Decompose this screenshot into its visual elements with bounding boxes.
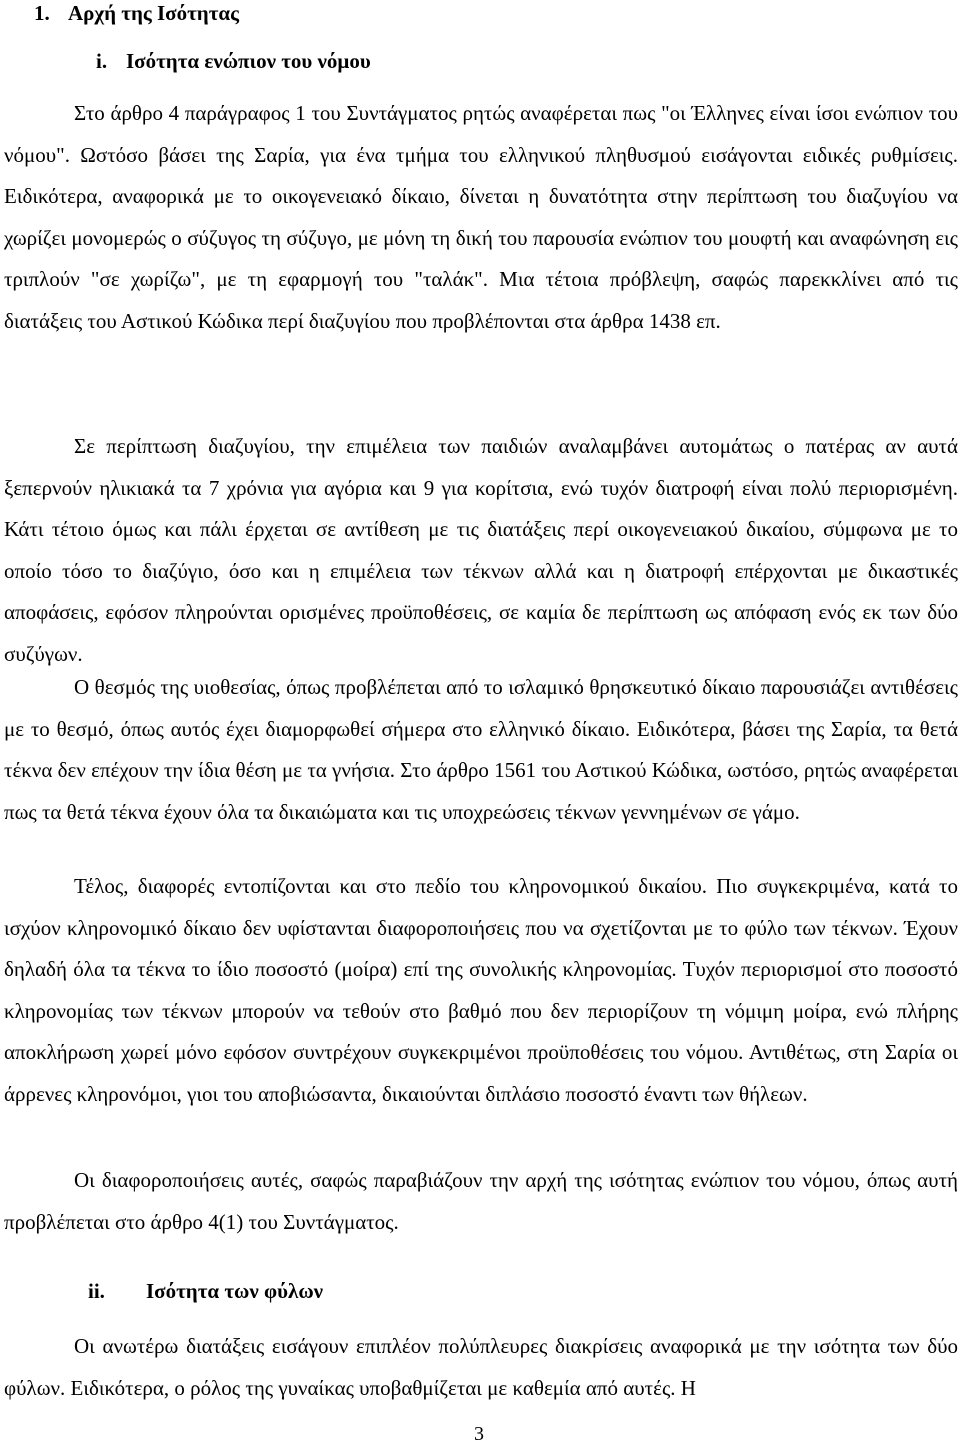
paragraph-6: Οι ανωτέρω διατάξεις εισάγουν επιπλέον πολύπλευρες διακρίσεις αναφορικά με την ισότητα των δύο φύλων. Ειδικότερα, ο ρόλος της γυναίκας υποβαθμίζεται με καθεμία από αυτές. Η bbox=[4, 1334, 958, 1400]
section-ii-title: Ισότητα των φύλων bbox=[146, 1279, 324, 1303]
chapter-title: Αρχή της Ισότητας bbox=[68, 1, 239, 25]
section-i-title: Ισότητα ενώπιον του νόμου bbox=[126, 49, 371, 73]
page-number: 3 bbox=[474, 1423, 484, 1445]
paragraph-4: Τέλος, διαφορές εντοπίζονται και στο πεδίο του κληρονομικού δικαίου. Πιο συγκεκριμένα, κατά το ισχύον κληρονομικό δίκαιο δεν υφίστανται διαφοροποιήσεις που να σχετίζονται με το φύλο των τέκνων. Έχουν δηλαδή όλα τα τέκνα το ίδιο ποσοστό (μοίρα) επί της συνολικής κληρονομίας. Τυχόν περιορισμοί στο ποσοστό κληρονομίας των τέκνων μπορούν να τεθούν στο βαθμό που δεν περιορίζουν τη νόμιμη μοίρα, ενώ πλήρης αποκλήρωση χωρεί μόνο εφόσον συντρέχουν συγκεκριμένοι προϋποθέσεις του νόμου. Αντιθέτως, στη Σαρία οι άρρενες κληρονόμοι, γιοι του αποβιώσαντα, δικαιούνται διπλάσιο ποσοστό έναντι των θήλεων. bbox=[4, 874, 958, 1106]
paragraph-1: Στο άρθρο 4 παράγραφος 1 του Συντάγματος ρητώς αναφέρεται πως "οι Έλληνες είναι ίσοι ενώπιον του νόμου". Ωστόσο βάσει της Σαρία, για ένα τμήμα του ελληνικού πληθυσμού εισάγονται ειδικές ρυθμίσεις. Ειδικότερα, αναφορικά με το οικογενειακό δίκαιο, δίνεται η δυνατότητα στην περίπτωση του διαζυγίου να χωρίζει μονομερώς ο σύζυγος τη σύζυγο, με μόνη τη δική του παρουσία ενώπιον του μουφτή και αναφώνηση εις τριπλούν "σε χωρίζω", με τη εφαρμογή του "ταλάκ". Μια τέτοια πρόβλεψη, σαφώς παρεκκλίνει από τις διατάξεις του Αστικού Κώδικα περί διαζυγίου που προβλέπονται στα άρθρα 1438 επ. bbox=[4, 101, 958, 333]
chapter-heading bbox=[34, 0, 239, 26]
paragraph-5: Οι διαφοροποιήσεις αυτές, σαφώς παραβιάζουν την αρχή της ισότητας ενώπιον του νόμου, όπως αυτή προβλέπεται στο άρθρο 4(1) του Συντάγματος. bbox=[4, 1168, 958, 1234]
chapter-number: 1. bbox=[34, 1, 50, 25]
section-ii-heading bbox=[88, 1278, 323, 1304]
paragraph-2: Σε περίπτωση διαζυγίου, την επιμέλεια των παιδιών αναλαμβάνει αυτομάτως ο πατέρας αν αυτά ξεπερνούν ηλικιακά τα 7 χρόνια για αγόρια και 9 για κορίτσια, ενώ τυχόν διατροφή είναι πολύ περιορισμένη. Κάτι τέτοιο όμως και πάλι έρχεται σε αντίθεση με τις διατάξεις περί οικογενειακού δικαίου, σύμφωνα με το οποίο τόσο το διαζύγιο, όσο και η επιμέλεια των τέκνων αλλά και η διατροφή επέρχονται με δικαστικές αποφάσεις, εφόσον πληρούνται ορισμένες προϋποθέσεις, σε καμία δε περίπτωση ως απόφαση ενός εκ των δύο συζύγων. bbox=[4, 434, 958, 666]
section-ii-number: ii. bbox=[88, 1279, 105, 1303]
paragraph-3: Ο θεσμός της υιοθεσίας, όπως προβλέπεται από το ισλαμικό θρησκευτικό δίκαιο παρουσιάζει αντιθέσεις με το θεσμό, όπως αυτός έχει διαμορφωθεί σήμερα στο ελληνικό δίκαιο. Ειδικότερα, βάσει της Σαρία, τα θετά τέκνα δεν επέχουν την ίδια θέση με τα γνήσια. Στο άρθρο 1561 του Αστικού Κώδικα, ωστόσο, ρητώς αναφέρεται πως τα θετά τέκνα έχουν όλα τα δικαιώματα και τις υποχρεώσεις τέκνων γεννημένων σε γάμο. bbox=[4, 675, 958, 824]
section-i-number: i. bbox=[96, 49, 108, 73]
section-i-heading bbox=[96, 48, 371, 74]
